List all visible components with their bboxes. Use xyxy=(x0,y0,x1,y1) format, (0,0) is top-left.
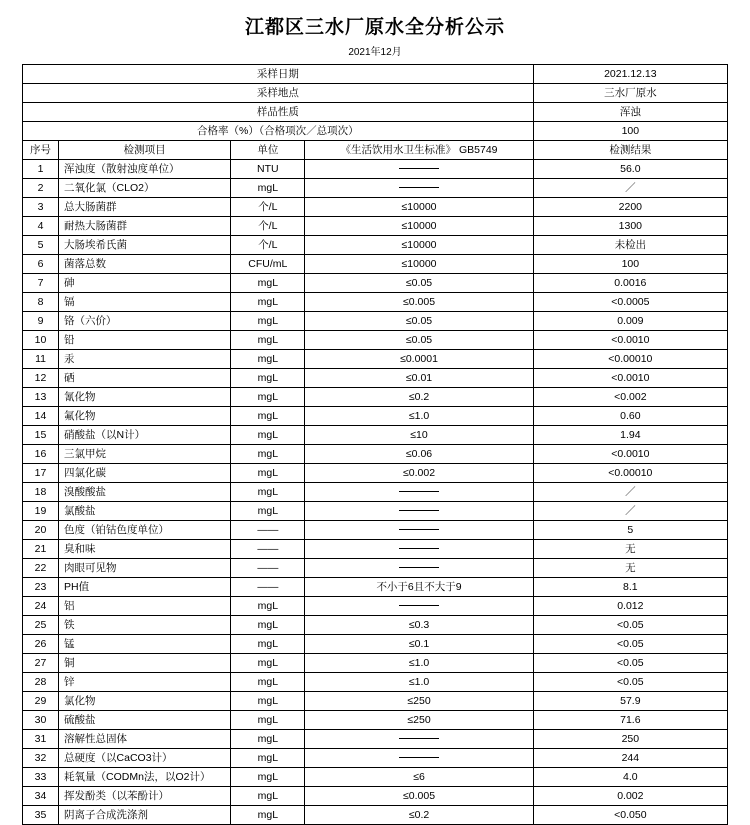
cell-item: 氯化物 xyxy=(59,692,231,711)
cell-standard: ≤0.05 xyxy=(305,331,533,350)
cell-no: 2 xyxy=(23,179,59,198)
sample-location-value: 三水厂原水 xyxy=(533,84,727,103)
cell-unit: —— xyxy=(231,578,305,597)
table-row xyxy=(23,236,728,255)
cell-item: 溴酸酸盐 xyxy=(59,483,231,502)
table-row xyxy=(23,274,728,293)
cell-item: 铅 xyxy=(59,331,231,350)
cell-no: 32 xyxy=(23,749,59,768)
cell-no: 4 xyxy=(23,217,59,236)
table-row xyxy=(23,464,728,483)
table-row xyxy=(23,312,728,331)
cell-item: 汞 xyxy=(59,350,231,369)
cell-no: 7 xyxy=(23,274,59,293)
cell-standard: ≤0.005 xyxy=(305,787,533,806)
column-header-unit: 单位 xyxy=(231,141,305,160)
cell-standard: ≤0.2 xyxy=(305,388,533,407)
cell-unit: mgL xyxy=(231,388,305,407)
cell-result: ／ xyxy=(533,502,727,521)
cell-standard: ≤0.01 xyxy=(305,369,533,388)
cell-standard: ≤0.05 xyxy=(305,274,533,293)
cell-no: 6 xyxy=(23,255,59,274)
page-title: 江都区三水厂原水全分析公示 xyxy=(244,16,505,38)
cell-item: 肉眼可见物 xyxy=(59,559,231,578)
cell-result: <0.00010 xyxy=(533,464,727,483)
cell-unit: mgL xyxy=(231,635,305,654)
cell-item: 菌落总数 xyxy=(59,255,231,274)
cell-item: 锌 xyxy=(59,673,231,692)
cell-unit: mgL xyxy=(231,445,305,464)
cell-result: 71.6 xyxy=(533,711,727,730)
cell-item: 总硬度（以CaCO3计） xyxy=(59,749,231,768)
empty-standard-dash xyxy=(399,510,439,511)
cell-standard: ≤10000 xyxy=(305,217,533,236)
cell-standard xyxy=(305,540,533,559)
cell-result: <0.0005 xyxy=(533,293,727,312)
cell-result: <0.050 xyxy=(533,806,727,825)
cell-result: 无 xyxy=(533,540,727,559)
table-row xyxy=(23,407,728,426)
cell-result: 250 xyxy=(533,730,727,749)
cell-standard: ≤0.0001 xyxy=(305,350,533,369)
cell-standard: ≤6 xyxy=(305,768,533,787)
cell-standard xyxy=(305,179,533,198)
cell-result: <0.0010 xyxy=(533,445,727,464)
cell-unit: —— xyxy=(231,521,305,540)
pass-rate-label: 合格率（%）（合格项次／总项次） xyxy=(23,122,534,141)
cell-unit: —— xyxy=(231,559,305,578)
table-row xyxy=(23,502,728,521)
cell-standard: ≤10000 xyxy=(305,236,533,255)
cell-standard: ≤0.2 xyxy=(305,806,533,825)
cell-no: 19 xyxy=(23,502,59,521)
sample-property-value: 浑浊 xyxy=(533,103,727,122)
cell-result: ／ xyxy=(533,483,727,502)
cell-unit: mgL xyxy=(231,654,305,673)
cell-no: 26 xyxy=(23,635,59,654)
table-row xyxy=(23,331,728,350)
table-body xyxy=(23,65,728,825)
cell-no: 18 xyxy=(23,483,59,502)
table-row xyxy=(23,483,728,502)
cell-unit: mgL xyxy=(231,711,305,730)
table-row xyxy=(23,445,728,464)
cell-result: <0.0010 xyxy=(533,369,727,388)
empty-standard-dash xyxy=(399,567,439,568)
empty-standard-dash xyxy=(399,738,439,739)
column-header-item: 检测项目 xyxy=(59,141,231,160)
cell-result: <0.05 xyxy=(533,616,727,635)
table-row xyxy=(23,369,728,388)
cell-unit: 个/L xyxy=(231,198,305,217)
cell-result: 未检出 xyxy=(533,236,727,255)
cell-unit: mgL xyxy=(231,597,305,616)
cell-standard: ≤10000 xyxy=(305,198,533,217)
cell-item: 耐热大肠菌群 xyxy=(59,217,231,236)
cell-item: PH值 xyxy=(59,578,231,597)
cell-item: 挥发酚类（以苯酚计） xyxy=(59,787,231,806)
sample-date-label: 采样日期 xyxy=(23,65,534,84)
cell-unit: mgL xyxy=(231,483,305,502)
cell-result: 0.002 xyxy=(533,787,727,806)
cell-no: 23 xyxy=(23,578,59,597)
cell-no: 10 xyxy=(23,331,59,350)
cell-unit: CFU/mL xyxy=(231,255,305,274)
table-row xyxy=(23,388,728,407)
cell-standard xyxy=(305,160,533,179)
cell-no: 34 xyxy=(23,787,59,806)
cell-unit: mgL xyxy=(231,692,305,711)
cell-result: <0.05 xyxy=(533,673,727,692)
cell-unit: 个/L xyxy=(231,217,305,236)
table-row xyxy=(23,692,728,711)
cell-standard xyxy=(305,483,533,502)
cell-result: 56.0 xyxy=(533,160,727,179)
table-row xyxy=(23,350,728,369)
cell-standard: ≤1.0 xyxy=(305,407,533,426)
cell-unit: mgL xyxy=(231,407,305,426)
cell-no: 33 xyxy=(23,768,59,787)
cell-result: 1300 xyxy=(533,217,727,236)
table-row xyxy=(23,293,728,312)
cell-no: 15 xyxy=(23,426,59,445)
header-row-sample-property xyxy=(23,103,728,122)
cell-result: <0.002 xyxy=(533,388,727,407)
cell-standard: ≤0.06 xyxy=(305,445,533,464)
cell-no: 35 xyxy=(23,806,59,825)
cell-standard: ≤0.3 xyxy=(305,616,533,635)
cell-standard: 不小于6且不大于9 xyxy=(305,578,533,597)
empty-standard-dash xyxy=(399,605,439,606)
table-row xyxy=(23,673,728,692)
cell-standard xyxy=(305,749,533,768)
cell-result: <0.05 xyxy=(533,635,727,654)
cell-unit: mgL xyxy=(231,331,305,350)
table-row xyxy=(23,179,728,198)
table-row xyxy=(23,540,728,559)
cell-unit: mgL xyxy=(231,293,305,312)
cell-unit: mgL xyxy=(231,179,305,198)
cell-unit: mgL xyxy=(231,502,305,521)
cell-unit: mgL xyxy=(231,426,305,445)
table-row xyxy=(23,521,728,540)
cell-item: 锰 xyxy=(59,635,231,654)
cell-item: 色度（铂钴色度单位） xyxy=(59,521,231,540)
cell-item: 铬（六价） xyxy=(59,312,231,331)
cell-standard xyxy=(305,502,533,521)
cell-item: 大肠埃希氏菌 xyxy=(59,236,231,255)
cell-standard: ≤250 xyxy=(305,692,533,711)
cell-unit: mgL xyxy=(231,806,305,825)
cell-unit: mgL xyxy=(231,350,305,369)
cell-result: 4.0 xyxy=(533,768,727,787)
cell-unit: mgL xyxy=(231,673,305,692)
cell-standard xyxy=(305,521,533,540)
cell-item: 氰化物 xyxy=(59,388,231,407)
cell-no: 12 xyxy=(23,369,59,388)
header-row-pass-rate xyxy=(23,122,728,141)
cell-standard: ≤10000 xyxy=(305,255,533,274)
cell-item: 四氯化碳 xyxy=(59,464,231,483)
table-row xyxy=(23,255,728,274)
cell-standard: ≤10 xyxy=(305,426,533,445)
cell-no: 30 xyxy=(23,711,59,730)
header-row-sample-date xyxy=(23,65,728,84)
table-row xyxy=(23,787,728,806)
cell-result: <0.0010 xyxy=(533,331,727,350)
cell-no: 20 xyxy=(23,521,59,540)
cell-result: 244 xyxy=(533,749,727,768)
cell-item: 硝酸盐（以N计） xyxy=(59,426,231,445)
cell-standard xyxy=(305,559,533,578)
cell-item: 镉 xyxy=(59,293,231,312)
cell-no: 25 xyxy=(23,616,59,635)
empty-standard-dash xyxy=(399,529,439,530)
cell-no: 27 xyxy=(23,654,59,673)
table-row xyxy=(23,616,728,635)
cell-result: 2200 xyxy=(533,198,727,217)
cell-unit: mgL xyxy=(231,749,305,768)
cell-item: 总大肠菌群 xyxy=(59,198,231,217)
empty-standard-dash xyxy=(399,548,439,549)
cell-item: 三氯甲烷 xyxy=(59,445,231,464)
table-row xyxy=(23,597,728,616)
pass-rate-value: 100 xyxy=(533,122,727,141)
table-row xyxy=(23,198,728,217)
cell-no: 16 xyxy=(23,445,59,464)
cell-result: 100 xyxy=(533,255,727,274)
cell-standard xyxy=(305,730,533,749)
cell-unit: mgL xyxy=(231,369,305,388)
cell-no: 13 xyxy=(23,388,59,407)
table-row xyxy=(23,654,728,673)
cell-no: 8 xyxy=(23,293,59,312)
cell-unit: —— xyxy=(231,540,305,559)
cell-result: <0.00010 xyxy=(533,350,727,369)
cell-no: 17 xyxy=(23,464,59,483)
cell-item: 铜 xyxy=(59,654,231,673)
cell-standard: ≤250 xyxy=(305,711,533,730)
cell-item: 耗氧量（CODMn法，以O2计） xyxy=(59,768,231,787)
cell-standard: ≤0.002 xyxy=(305,464,533,483)
table-row xyxy=(23,806,728,825)
cell-no: 14 xyxy=(23,407,59,426)
cell-no: 21 xyxy=(23,540,59,559)
cell-item: 砷 xyxy=(59,274,231,293)
cell-unit: 个/L xyxy=(231,236,305,255)
table-row xyxy=(23,730,728,749)
cell-no: 3 xyxy=(23,198,59,217)
cell-item: 溶解性总固体 xyxy=(59,730,231,749)
cell-item: 臭和味 xyxy=(59,540,231,559)
empty-standard-dash xyxy=(399,757,439,758)
table-row xyxy=(23,768,728,787)
column-header-no: 序号 xyxy=(23,141,59,160)
cell-no: 29 xyxy=(23,692,59,711)
cell-result: ／ xyxy=(533,179,727,198)
cell-standard: ≤1.0 xyxy=(305,673,533,692)
page-subtitle: 2021年12月 xyxy=(348,47,402,58)
sample-property-label: 样品性质 xyxy=(23,103,534,122)
cell-result: 0.009 xyxy=(533,312,727,331)
cell-item: 浑浊度（散射浊度单位） xyxy=(59,160,231,179)
cell-no: 28 xyxy=(23,673,59,692)
document-page xyxy=(0,12,750,821)
table-row xyxy=(23,711,728,730)
empty-standard-dash xyxy=(399,168,439,169)
cell-result: 0.012 xyxy=(533,597,727,616)
cell-item: 氯酸盐 xyxy=(59,502,231,521)
cell-result: 8.1 xyxy=(533,578,727,597)
cell-result: 无 xyxy=(533,559,727,578)
cell-standard: ≤0.1 xyxy=(305,635,533,654)
cell-standard: ≤1.0 xyxy=(305,654,533,673)
empty-standard-dash xyxy=(399,491,439,492)
cell-item: 阴离子合成洗涤剂 xyxy=(59,806,231,825)
column-header-result: 检测结果 xyxy=(533,141,727,160)
header-row-sample-location xyxy=(23,84,728,103)
cell-result: 5 xyxy=(533,521,727,540)
table-row xyxy=(23,217,728,236)
cell-item: 硒 xyxy=(59,369,231,388)
cell-unit: mgL xyxy=(231,312,305,331)
cell-unit: mgL xyxy=(231,768,305,787)
table-row xyxy=(23,635,728,654)
table-row xyxy=(23,559,728,578)
cell-standard: ≤0.05 xyxy=(305,312,533,331)
table-row xyxy=(23,426,728,445)
empty-standard-dash xyxy=(399,187,439,188)
table-header-row xyxy=(23,141,728,160)
column-header-standard: 《生活饮用水卫生标准》 GB5749 xyxy=(305,141,533,160)
cell-standard xyxy=(305,597,533,616)
cell-unit: NTU xyxy=(231,160,305,179)
table-row xyxy=(23,578,728,597)
cell-no: 5 xyxy=(23,236,59,255)
cell-item: 铁 xyxy=(59,616,231,635)
table-row xyxy=(23,160,728,179)
cell-result: <0.05 xyxy=(533,654,727,673)
cell-unit: mgL xyxy=(231,730,305,749)
table-row xyxy=(23,749,728,768)
cell-standard: ≤0.005 xyxy=(305,293,533,312)
cell-no: 22 xyxy=(23,559,59,578)
sample-date-value: 2021.12.13 xyxy=(533,65,727,84)
cell-item: 硫酸盐 xyxy=(59,711,231,730)
cell-result: 0.60 xyxy=(533,407,727,426)
cell-result: 1.94 xyxy=(533,426,727,445)
water-analysis-table xyxy=(22,64,728,825)
cell-no: 1 xyxy=(23,160,59,179)
cell-no: 9 xyxy=(23,312,59,331)
cell-no: 31 xyxy=(23,730,59,749)
cell-item: 铝 xyxy=(59,597,231,616)
cell-unit: mgL xyxy=(231,274,305,293)
cell-result: 0.0016 xyxy=(533,274,727,293)
cell-item: 氟化物 xyxy=(59,407,231,426)
cell-item: 二氧化氯（CLO2） xyxy=(59,179,231,198)
sample-location-label: 采样地点 xyxy=(23,84,534,103)
cell-unit: mgL xyxy=(231,464,305,483)
cell-result: 57.9 xyxy=(533,692,727,711)
cell-unit: mgL xyxy=(231,616,305,635)
cell-unit: mgL xyxy=(231,787,305,806)
cell-no: 11 xyxy=(23,350,59,369)
cell-no: 24 xyxy=(23,597,59,616)
